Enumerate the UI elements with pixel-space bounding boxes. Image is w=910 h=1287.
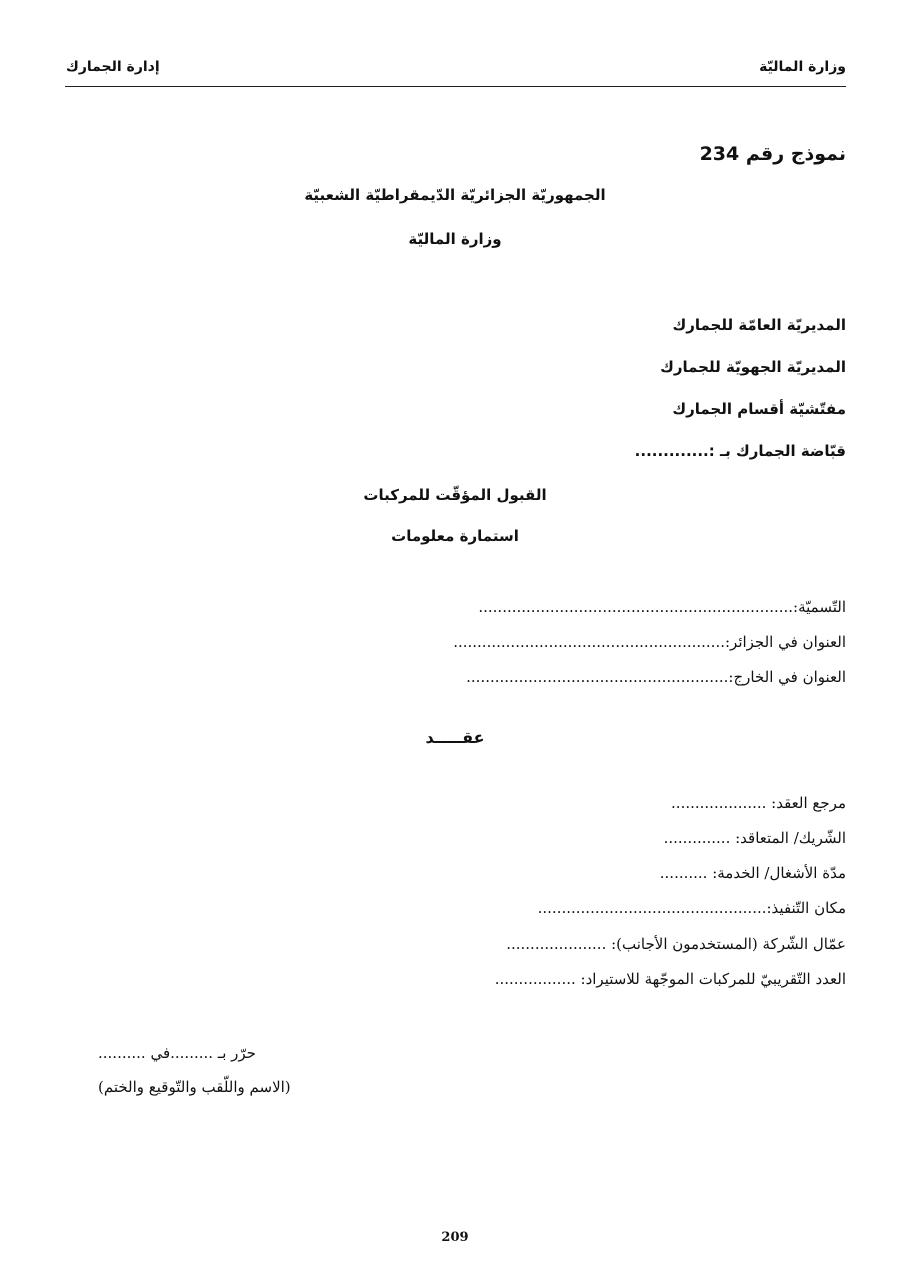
signature-name-line: (الاسم واللّقب والتّوقيع والختم) [98, 1078, 291, 1096]
foreign-staff-field: عمّال الشّركة (المستخدمون الأجانب): ..................... [506, 935, 846, 953]
temporary-admission-title: القبول المؤقّت للمركبات [363, 486, 547, 504]
header-administration: إدارة الجمارك [66, 59, 160, 75]
contract-heading: عقـــــد [425, 728, 485, 747]
authority-general-directorate: المديريّة العامّة للجمارك [672, 316, 846, 334]
partner-contractor-field: الشّريك/ المتعاقد: .............. [663, 829, 846, 847]
works-duration-field: مدّة الأشغال/ الخدمة: .......... [659, 864, 846, 882]
authority-regional-directorate: المديريّة الجهويّة للجمارك [660, 358, 846, 376]
authority-customs-office: قبّاضة الجمارك بـ :............. [634, 442, 846, 460]
republic-title: الجمهوريّة الجزائريّة الدّيمقراطيّة الشعبيّة [304, 186, 606, 204]
company-name-field: التّسميّة:.................................................................. [478, 598, 846, 616]
ministry-title: وزارة الماليّة [408, 230, 502, 248]
address-algeria-field: العنوان في الجزائر:......................................................... [453, 633, 846, 651]
contract-reference-field: مرجع العقد: .................... [671, 794, 846, 812]
page-number: 209 [441, 1230, 469, 1245]
form-number: نموذج رقم 234 [699, 143, 846, 165]
execution-place-field: مكان التّنفيذ:................................................ [537, 899, 846, 917]
authority-inspectorate: مفتّشيّة أقسام الجمارك [672, 400, 846, 418]
header-rule [65, 86, 846, 87]
signature-place-date: حرّر بـ .........في .......... [98, 1044, 256, 1062]
vehicle-count-field: العدد التّقريبيّ للمركبات الموجّهة للاستيراد: ................. [494, 970, 846, 988]
information-form-title: استمارة معلومات [391, 527, 519, 545]
header-ministry: وزارة الماليّة [759, 59, 846, 75]
address-abroad-field: العنوان في الخارج:....................................................... [466, 668, 846, 686]
